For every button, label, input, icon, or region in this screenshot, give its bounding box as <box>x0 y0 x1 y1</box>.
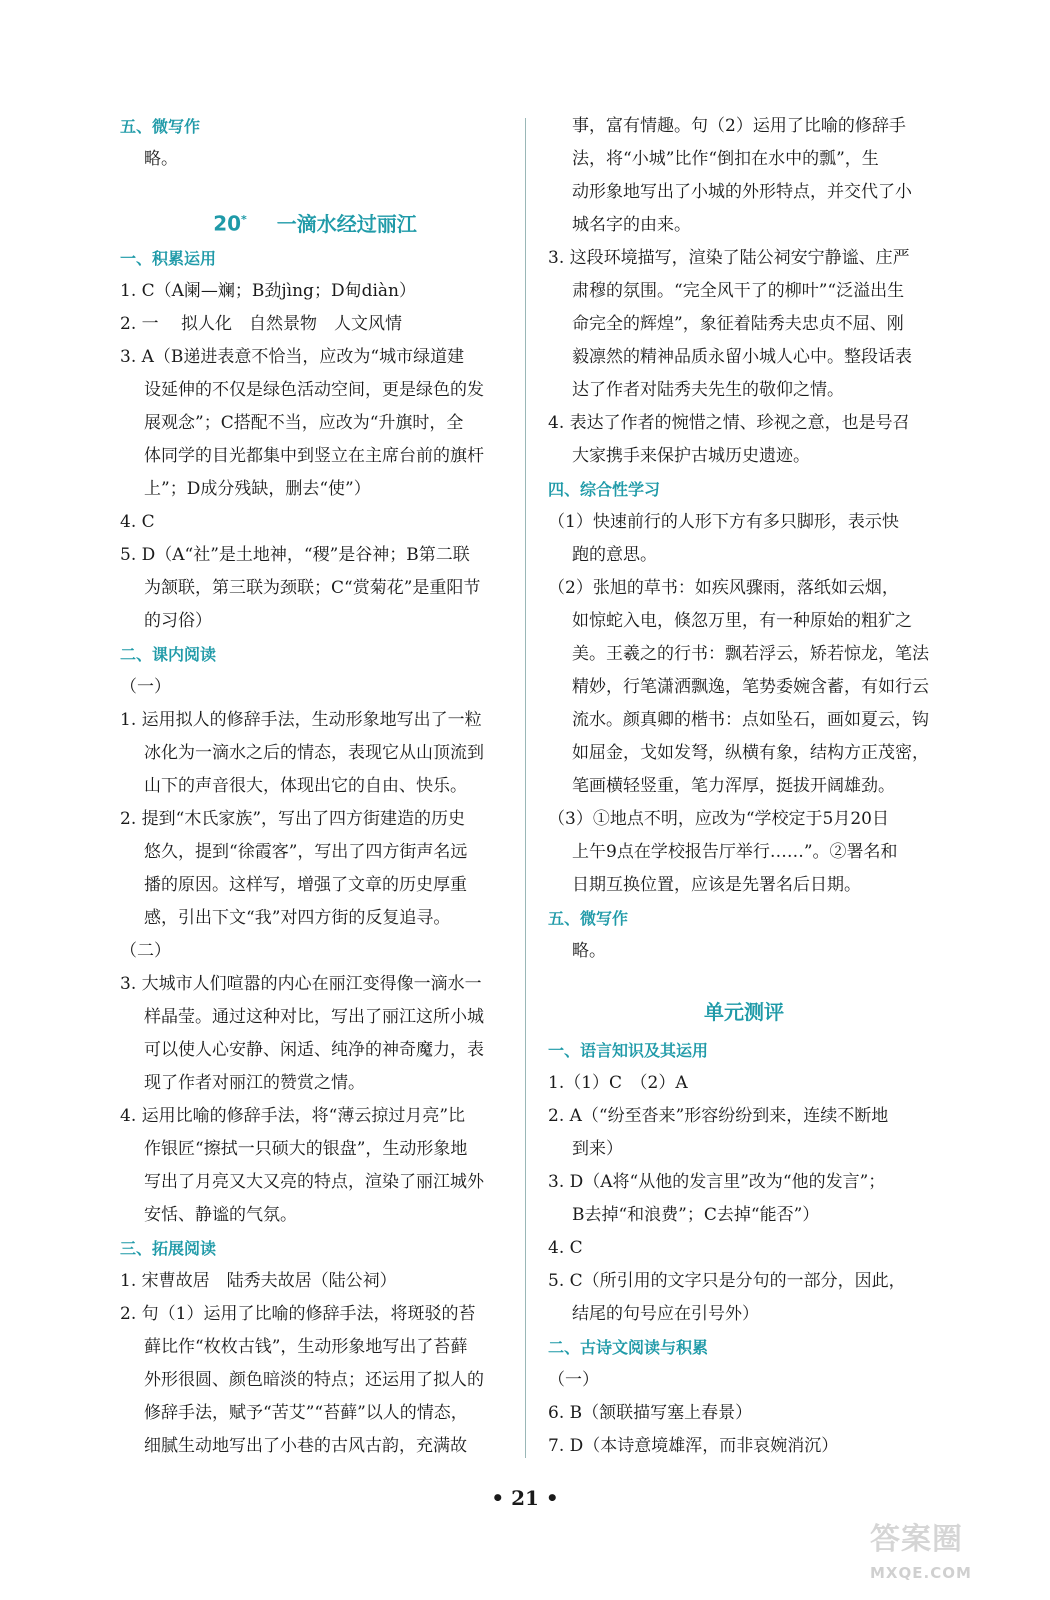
answer-line: 法，将“小城”比作“倒扣在水中的瓢”，生 <box>572 149 879 169</box>
answer-line: 体同学的目光都集中到竖立在主席台前的旗杆 <box>144 446 484 466</box>
watermark-logo <box>870 1512 1030 1582</box>
answer-line: 细腻生动地写出了小巷的古风古韵，充满故 <box>144 1436 467 1456</box>
answer-line: （二） <box>120 941 171 961</box>
section-title <box>120 198 510 242</box>
answer-line: 美。王羲之的行书：飘若浮云，矫若惊龙，笔法 <box>572 644 929 664</box>
answer-line: B去掉“和浪费”；C去掉“能否”） <box>572 1205 820 1225</box>
answer-line: 1.（1）C （2）A <box>548 1073 688 1093</box>
section-heading: 二、古诗文阅读与积累 <box>548 1338 709 1357</box>
section-heading: 五、微写作 <box>548 909 629 928</box>
answer-line: 山下的声音很大，体现出它的自由、快乐。 <box>144 776 467 796</box>
answer-line: 命完全的辉煌”，象征着陆秀夫忠贞不屈、刚 <box>572 314 904 334</box>
spacer <box>120 176 510 198</box>
answer-line: 3. D（A将“从他的发言里”改为“他的发言”； <box>548 1172 886 1192</box>
answer-line: 如惊蛇入电，倏忽万里，有一种原始的粗犷之 <box>572 611 912 631</box>
answer-line: 4. 运用比喻的修辞手法，将“薄云掠过月亮”比 <box>120 1106 466 1126</box>
answer-line: 冰化为一滴水之后的情态，表现它从山顶流到 <box>144 743 484 763</box>
answer-line: 大家携手来保护古城历史遗迹。 <box>572 446 810 466</box>
column-divider <box>525 118 526 1458</box>
answer-line: 播的原因。这样写，增强了文章的历史厚重 <box>144 875 467 895</box>
answer-line: 感，引出下文“我”对四方街的反复追寻。 <box>144 908 451 928</box>
answer-line: 2. 提到“木氏家族”，写出了四方街建造的历史 <box>120 809 466 829</box>
answer-line: 略。 <box>572 941 606 961</box>
answer-line: 到来） <box>572 1139 623 1159</box>
answer-line: 2. 一 拟人化 自然景物 人文风情 <box>120 314 403 334</box>
answer-line: 笔画横轻竖重，笔力浑厚，挺拔开阔雄劲。 <box>572 776 895 796</box>
answer-line: 动形象地写出了小城的外形特点，并交代了小 <box>572 182 912 202</box>
answer-line: 1. C（A阑—斓；B劲jìng；D甸diàn） <box>120 281 416 301</box>
section-title-mark: * <box>241 213 247 226</box>
answer-line: 1. 运用拟人的修辞手法，生动形象地写出了一粒 <box>120 710 482 730</box>
answer-line: 为颔联，第三联为颈联；C“赏菊花”是重阳节 <box>144 578 481 598</box>
section-heading: 四、综合性学习 <box>548 480 661 499</box>
section-title-name: 一滴水经过丽江 <box>276 211 417 236</box>
section-heading: 三、拓展阅读 <box>120 1239 217 1258</box>
answer-line: 7. D（本诗意境雄浑，而非哀婉消沉） <box>548 1436 839 1456</box>
answer-line: 展观念”；C搭配不当，应改为“升旗时，全 <box>144 413 464 433</box>
answer-line: （一） <box>548 1370 599 1390</box>
answer-line: 如屈金，戈如发弩，纵横有象，结构方正茂密， <box>572 743 929 763</box>
answer-line: 2. A（“纷至沓来”形容纷纷到来，连续不断地 <box>548 1106 889 1126</box>
answer-line: 流水。颜真卿的楷书：点如坠石，画如夏云，钩 <box>572 710 929 730</box>
answer-line: （1）快速前行的人形下方有多只脚形，表示快 <box>548 512 899 532</box>
page-number: • 21 • <box>491 1486 559 1510</box>
section-heading: 一、积累运用 <box>120 249 217 268</box>
answer-line: 日期互换位置，应该是先署名后日期。 <box>572 875 861 895</box>
answer-line: 3. 这段环境描写，渲染了陆公祠安宁静谧、庄严 <box>548 248 910 268</box>
answer-line: 3. A（B递进表意不恰当，应改为“城市绿道建 <box>120 347 465 367</box>
answer-line: 1. 宋曹故居 陆秀夫故居（陆公祠） <box>120 1271 397 1291</box>
answer-line: 略。 <box>144 149 178 169</box>
answer-line: 5. C（所引用的文字只是分句的一部分，因此， <box>548 1271 906 1291</box>
spacer <box>548 968 940 990</box>
answer-line: 修辞手法，赋予“苦艾”“苔藓”以人的情态， <box>144 1403 468 1423</box>
answer-line: 3. 大城市人们喧嚣的内心在丽江变得像一滴水一 <box>120 974 482 994</box>
answer-line: 可以使人心安静、闲适、纯净的神奇魔力，表 <box>144 1040 484 1060</box>
answer-line: 4. C <box>120 512 155 532</box>
answer-line: 4. C <box>548 1238 583 1258</box>
answer-line: 4. 表达了作者的惋惜之情、珍视之意，也是号召 <box>548 413 910 433</box>
answer-line: 悠久，提到“徐霞客”，写出了四方街声名远 <box>144 842 468 862</box>
answer-line: 肃穆的氛围。“完全风干了的柳叶”“泛溢出生 <box>572 281 905 301</box>
answer-line: 2. 句（1）运用了比喻的修辞手法，将斑驳的苔 <box>120 1304 476 1324</box>
answer-line: （2）张旭的草书：如疾风骤雨，落纸如云烟， <box>548 578 899 598</box>
watermark-main: 答案圈 <box>870 1522 963 1557</box>
section-heading: 五、微写作 <box>120 117 201 136</box>
left-column <box>120 110 510 1463</box>
answer-line: 6. B（颔联描写塞上春景） <box>548 1403 753 1423</box>
answer-line: 事，富有情趣。句（2）运用了比喻的修辞手 <box>572 116 906 136</box>
answer-line: 5. D（A“社”是土地神，“稷”是谷神；B第二联 <box>120 545 470 565</box>
answer-line: 的习俗） <box>144 611 212 631</box>
answer-line: 藓比作“枚枚古钱”，生动形象地写出了苔藓 <box>144 1337 468 1357</box>
answer-line: 上”；D成分残缺，删去“使”） <box>144 479 371 499</box>
section-title-text: 单元测评 <box>704 1000 784 1024</box>
answer-line: 毅凛然的精神品质永留小城人心中。整段话表 <box>572 347 912 367</box>
answer-line: 样晶莹。通过这种对比，写出了丽江这所小城 <box>144 1007 484 1027</box>
answer-line: 安恬、静谧的气氛。 <box>144 1205 297 1225</box>
answer-line: 精妙，行笔潇洒飘逸，笔势委婉含蓄，有如行云 <box>572 677 929 697</box>
section-heading: 一、语言知识及其运用 <box>548 1041 709 1060</box>
answer-line: 外形很圆、颜色暗淡的特点；还运用了拟人的 <box>144 1370 484 1390</box>
answer-line: （一） <box>120 677 171 697</box>
answer-line: （3）①地点不明，应改为“学校定于5月20日 <box>548 809 889 829</box>
right-column <box>548 110 940 1463</box>
answer-line: 结尾的句号应在引号外） <box>572 1304 759 1324</box>
answer-line: 设延伸的不仅是绿色活动空间，更是绿色的发 <box>144 380 484 400</box>
answer-line: 达了作者对陆秀夫先生的敬仰之情。 <box>572 380 844 400</box>
answer-line: 城名字的由来。 <box>572 215 691 235</box>
answer-line: 写出了月亮又大又亮的特点，渲染了丽江城外 <box>144 1172 484 1192</box>
answer-line: 跑的意思。 <box>572 545 657 565</box>
watermark-url: MXQE.COM <box>870 1564 972 1582</box>
answer-line: 作银匠“擦拭一只硕大的银盘”，生动形象地 <box>144 1139 468 1159</box>
section-title-text: 20 <box>213 211 242 236</box>
answer-line: 现了作者对丽江的赞赏之情。 <box>144 1073 365 1093</box>
answer-line: 上午9点在学校报告厅举行……”。②署名和 <box>572 842 898 862</box>
section-title <box>548 990 940 1034</box>
section-heading: 二、课内阅读 <box>120 645 217 664</box>
